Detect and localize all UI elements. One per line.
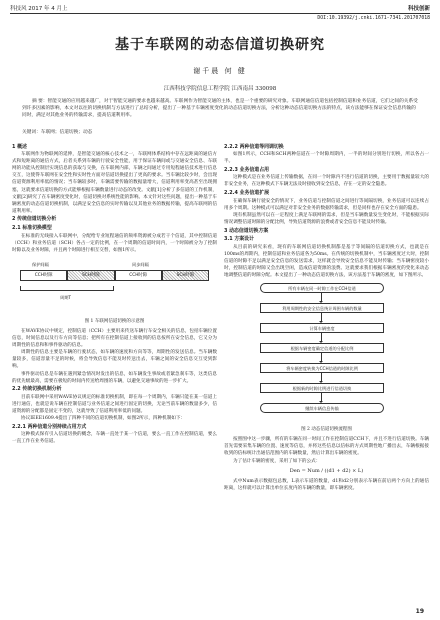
- cycle-bracket: [20, 286, 114, 291]
- doi: DOI:10.19392/j.cnki.1671-7341.201707018: [317, 16, 430, 21]
- category-header: 科技创新: [407, 6, 430, 12]
- sync-interval-label: 同步间隔: [132, 261, 149, 267]
- subsection-heading: 2.1 标准切换模型: [12, 225, 52, 232]
- figure-2-flowchart: [224, 283, 429, 425]
- flow-step: 根据车辆密度确定信道的分配比例: [260, 343, 384, 353]
- figure-1: [12, 258, 217, 316]
- flow-step: 利用周期性的安全信息统计周围车辆的数量: [260, 303, 384, 313]
- page-number: 19: [415, 608, 424, 615]
- density-formula: Den = Num / ((d1 + d2) × L): [289, 467, 364, 474]
- keywords: 关键词：车联网；信道切换；动态: [22, 130, 93, 135]
- slot-bar: [20, 270, 209, 281]
- paragraph: 式中Num表示数据包总数，L表示车道的数量，d1和d2分别表示车辆在前后两个方向上的通信距离，这样就可以计算出单位长度内的车辆的数量，即车辆密度。: [224, 478, 429, 491]
- flow-step: 计算车辆密度: [260, 323, 384, 333]
- cch-slot: CCH时隙: [20, 270, 67, 281]
- paragraph: 这种模式是在业务信道上传输数据，在同一个时隙内不进行信道的切换，主要用于数据量较大的非安全业务，在这种模式下车辆无法及时接收到安全信息，存在一定的安全隐患。: [224, 175, 429, 188]
- subsection-heading: 2.2.3 业务信道占用: [224, 166, 269, 173]
- paragraph: 按照图中这一步骤，所有的车辆在同一时间工作在控制信道CCH下，并且不进行信道切换。车辆首先需要采集车辆的位置、速度等信息，并将这些信息以信标的方式周期性地广播出去，车辆根据接收到的信标统计出通信范围内的车辆数量，然后计算出车辆的密度。: [224, 437, 429, 457]
- figure-1-caption: 图 1 车联网信道切换的示意图: [84, 318, 145, 324]
- section-heading: 2 传统信道切换分析: [12, 216, 57, 223]
- journal-header: 科技风 2017 年 4 月上: [10, 6, 68, 12]
- paragraph: 这种模式保有引入信道切换的概念，车辆一直处于某一个信道，要么一直工作在控制信道，要么一直工作在业务信道。: [12, 432, 217, 445]
- subsection-heading: 2.2.1 两种信道分别持续占用方式: [12, 423, 87, 430]
- cycle-label: 周期T: [60, 294, 71, 300]
- sch-slot: SCH时隙: [162, 270, 209, 281]
- flow-arrow: [321, 353, 322, 362]
- flow-step: 继续车辆信息传输: [260, 403, 384, 413]
- flow-step: 根据新的时隙比例进行信道切换: [260, 383, 384, 393]
- figure-2-caption: 图 2 动态信道切换流程图: [301, 427, 352, 433]
- paragraph: 在WAVE协议中规定，控制信道（CCH）主要用来传送车辆行车安全相关的信息，包括车辆位置信息，时间信息以及行车方向等信息；把所有在控制信道上接收到的信息按所在安全信息，它又分为周期性的信息和和事件驱动的信息。: [12, 329, 217, 349]
- paragraph: 为了估计车辆的密度，采用了如下的公式：: [233, 458, 321, 464]
- flow-arrow: [321, 333, 322, 342]
- paper-title: 基于车联网的动态信道切换研究: [115, 37, 325, 53]
- paragraph: 如图1所示，CCH和SCH两种信道在一个时隙周期内，一半的时间分别进行切换，所以各占一半。: [224, 152, 429, 165]
- section-heading: 1 概述: [12, 143, 27, 150]
- paragraph: 周期性的信息主要是车辆的行驶状态，如车辆的速度和方向等等，周期性的发送信息。当车辆数量较多，信道容量不足的时候，将会导致信息不能及时传送出去，车辆之间的安全信息交互受到影响。: [12, 350, 217, 370]
- authors: 谢千晨 何 健: [193, 67, 247, 75]
- affiliation: 江西科技学院信息工程学院 江西南昌 330098: [163, 86, 277, 92]
- guard-interval-label: 保护间隔: [32, 261, 49, 267]
- subsection-heading: 2.2.4 业务信道扩展: [224, 190, 269, 197]
- paragraph: 在标准的无线接入车联网中，分配给专业短程通信的频率资源被分成若干个信道，其中控制信道（CCH）和业务信道（SCH）各占一定的比例，在一个周期的信道时间内，一个时隙被分为了控制时隙以及业务时隙，并且两个时隙进行相互交替，如图1所示。: [12, 233, 217, 253]
- flow-arrow: [321, 373, 322, 382]
- paragraph: 车联网作为物联网的延伸，是智能交通的核心技术之一，车联网体系结构中存在远距离的通信方式和短距离的通信方式，后者关系到车辆的行驶安全性能，用于保证车辆间或与交通安全信息、车联网的功能从控制层实现信息的获取与交换，在车联网内部，车辆之间通过专用短程通信技术进行信息交互，这使得车联网在安全性和实时性方面对信道切换提出了更高的要求。当车辆比较少时，会出现信道资源利用率低的情况；当车辆较多时，车辆需要传输的数据量增大，信道利用率变高甚至出现拥塞，这就要求信道切换的方式能够根据车辆数量进行动态的改变。文献[1]分析了多信道的工作机制，文献[2]研究了在车辆密度变化时，信道切换对系统性能的影响。本文针对这些问题，提出一种基于车辆密度的动态信道切换机制，以满足安全信息的实时传输以及其他业务的数据传输，提高车联网的信道利用率。: [12, 152, 217, 214]
- subsection-heading: 2.2 传统切换机制分析: [12, 386, 62, 393]
- flow-step: 将车辆密度转换为CCH信道的时隙比例: [260, 363, 384, 373]
- abstract: 摘 要：智能交通的应用越来越广，对于智能交通的要求也越来越高。车联网作为智能交通的主体，也是一个重要的研究对象。车联网通信信道包括控制信道和业务信道，它们之间的关系受到许多因素的影响，本文对以往的切换机制与方法进行了总结分析，提出了一种基于车辆密度变化的动态信道切换方法，分析这种动态信道切换方法的特点，该方法能够在保证安全信息传输的同时，满足对其他业务的传输需求，提高信道利用率。: [22, 99, 418, 118]
- paragraph: 协议IEEE1609.4提出了四种不同的信道切换机制，如图2所示，四种机制如下：: [21, 416, 186, 422]
- right-column: [224, 142, 429, 492]
- paragraph: 目前车联网中采用WAVE协议规定的标准切换机制，即在每一个周期内，车辆只能在某一信道上进行通信，也就是说车辆在控制信道与业务信道之间进行固定的切换，无论当前车辆的数量多少，信道资源的分配都是固定不变的，这就导致了信道利用率低的问题。: [12, 394, 217, 415]
- paragraph: 现有机制虽然可以在一定程度上满足车联网的需求，但是当车辆数量发生变化时，不能根据实际情况调整信道时隙的分配比例，导致信道资源的浪费或者安全信息不能及时传输。: [224, 212, 429, 225]
- flow-arrow: [321, 393, 322, 402]
- header-rule: [10, 13, 430, 14]
- paragraph: 从目前的研究来看，现有的车联网信道切换机制都是基于等间隔的信道切换方式，也就是在100ms的周期内，控制信道和业务信道各为50ms。在传统的切换机制中，当车辆密度过大时，控制信道的时隙不足以满足安全信息的发送需求，这样就会导致安全信息不能及时传输；当车辆密度较小时，控制信道的时隙又会出现空闲，造成信道资源的浪费。这就要求我们根据车辆密度的变化来动态地调整信道的时隙分配。本文提出了一种动态信道切换方法，该方法基于车辆的密度，如下图所示。: [224, 244, 429, 279]
- paragraph: 在确保车辆行驶安全的情况下，业务信道与控制信道之间进行等间隔切换，业务信道可以连续占用多个周期。这种模式可以满足对非安全业务的数据传输需求，但是同样也存在安全方面的隐患。: [224, 198, 429, 211]
- flow-arrow: [321, 293, 322, 302]
- cch-slot: CCH时隙: [115, 270, 162, 281]
- subsection-heading: 2.2.2 两种信道等同调切换: [224, 143, 284, 150]
- paragraph: 事件驱动信息是车辆在遇到紧急情况时发出的信息，如车辆发生事故或者紧急刹车等，这类信息的优先级最高，需要在极短的时间内传送给周围的车辆，以避免交通事故的进一步扩大。: [12, 371, 217, 384]
- flow-arrow: [321, 313, 322, 322]
- subsection-heading: 3.1 方案设计: [224, 236, 254, 243]
- left-column: [12, 142, 217, 446]
- flow-step: 所有车辆在同一时隙工作在CCH信道: [260, 283, 384, 293]
- section-heading: 3 动态信道切换方案: [224, 227, 269, 234]
- sch-slot: SCH时隙: [67, 270, 114, 281]
